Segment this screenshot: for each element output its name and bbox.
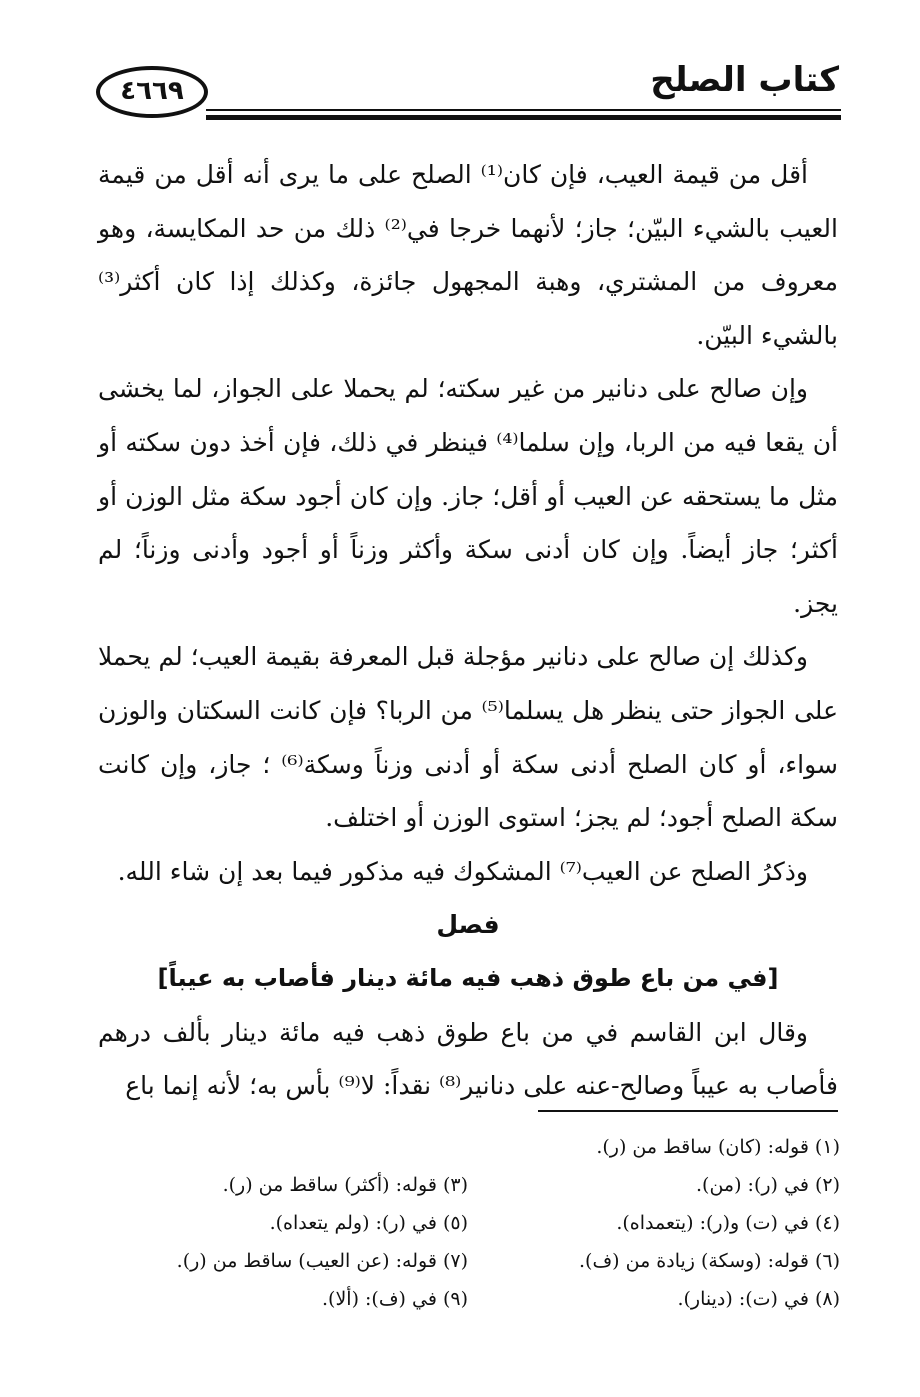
- footnote: (٥) في (ر): (ولم يتعداه).: [269, 1212, 468, 1234]
- paragraph: أقل من قيمة العيب، فإن كان⁽¹⁾ الصلح على ما يرى أنه أقل من قيمة العيب بالشيء البيّن؛ جاز؛ لأنهما خرجا في⁽²⁾ ذلك من حد المكايسة، وهو معروف من المشتري، وهبة المجهول جائزة، وكذلك إذا كان أكثر⁽³⁾ بالشيء البيّن.: [98, 160, 838, 350]
- header-rule: [206, 109, 841, 111]
- footnotes: [96, 1128, 840, 1318]
- footnote: (٦) قوله: (وسكة) زيادة من (ف).: [579, 1250, 840, 1272]
- footnote-row: [96, 1166, 840, 1204]
- paragraph: وقال ابن القاسم في من باع طوق ذهب فيه مائة دينار بألف درهم فأصاب به عيباً وصالح-عنه على دنانير⁽⁸⁾ نقداً: لا⁽⁹⁾ بأس به؛ لأنه إنما باع: [98, 1017, 838, 1101]
- paragraph: وذكرُ الصلح عن العيب⁽⁷⁾ المشكوك فيه مذكور فيما بعد إن شاء الله.: [117, 856, 808, 886]
- footnote: (٧) قوله: (عن العيب) ساقط من (ر).: [176, 1250, 468, 1272]
- section-heading: فصل: [436, 910, 500, 940]
- book-title: كتاب الصلح: [650, 60, 839, 100]
- footnote-separator: [538, 1110, 838, 1112]
- footnote: (٨) في (ت): (دينار).: [677, 1288, 840, 1310]
- paragraph: وكذلك إن صالح على دنانير مؤجلة قبل المعرفة بقيمة العيب؛ لم يحملا على الجواز حتى ينظر هل يسلما⁽⁵⁾ من الربا؟ فإن كانت السكتان والوزن سواء، أو كان الصلح أدنى سكة أو أدنى وزناً وسكة⁽⁶⁾ ؛ جاز، وإن كانت سكة الصلح أجود؛ لم يجز؛ استوى الوزن أو اختلف.: [98, 642, 838, 833]
- footnote: (١) قوله: (كان) ساقط من (ر).: [596, 1136, 840, 1158]
- footnote-row: [96, 1204, 840, 1242]
- footnote-row: [96, 1242, 840, 1280]
- footnote-row: [96, 1128, 840, 1166]
- body-text: [98, 148, 838, 1113]
- page-header: [96, 60, 841, 128]
- footnote-row: [96, 1280, 840, 1318]
- footnote: (٣) قوله: (أكثر) ساقط من (ر).: [222, 1174, 468, 1196]
- footnote: (٤) في (ت) و(ر): (يتعمداه).: [616, 1212, 840, 1234]
- header-rule-thick: [206, 115, 841, 120]
- footnote: [96, 1128, 468, 1166]
- footnote: (٩) في (ف): (ألا).: [322, 1288, 468, 1310]
- page-number: ٤٦٦٩: [96, 66, 208, 118]
- footnote: (٢) في (ر): (من).: [696, 1174, 840, 1196]
- paragraph: وإن صالح على دنانير من غير سكته؛ لم يحملا على الجواز، لما يخشى أن يقعا فيه من الربا، وإن سلما⁽⁴⁾ فينظر في ذلك، فإن أخذ دون سكته أو مثل ما يستحقه عن العيب أو أقل؛ جاز. وإن كان أجود سكة مثل الوزن أو أكثر؛ جاز أيضاً. وإن كان أدنى سكة وأكثر وزناً أو أجود وأدنى وزناً؛ لم يجز.: [98, 374, 839, 618]
- section-subheading: [في من باع طوق ذهب فيه مائة دينار فأصاب به عيباً]: [157, 963, 779, 992]
